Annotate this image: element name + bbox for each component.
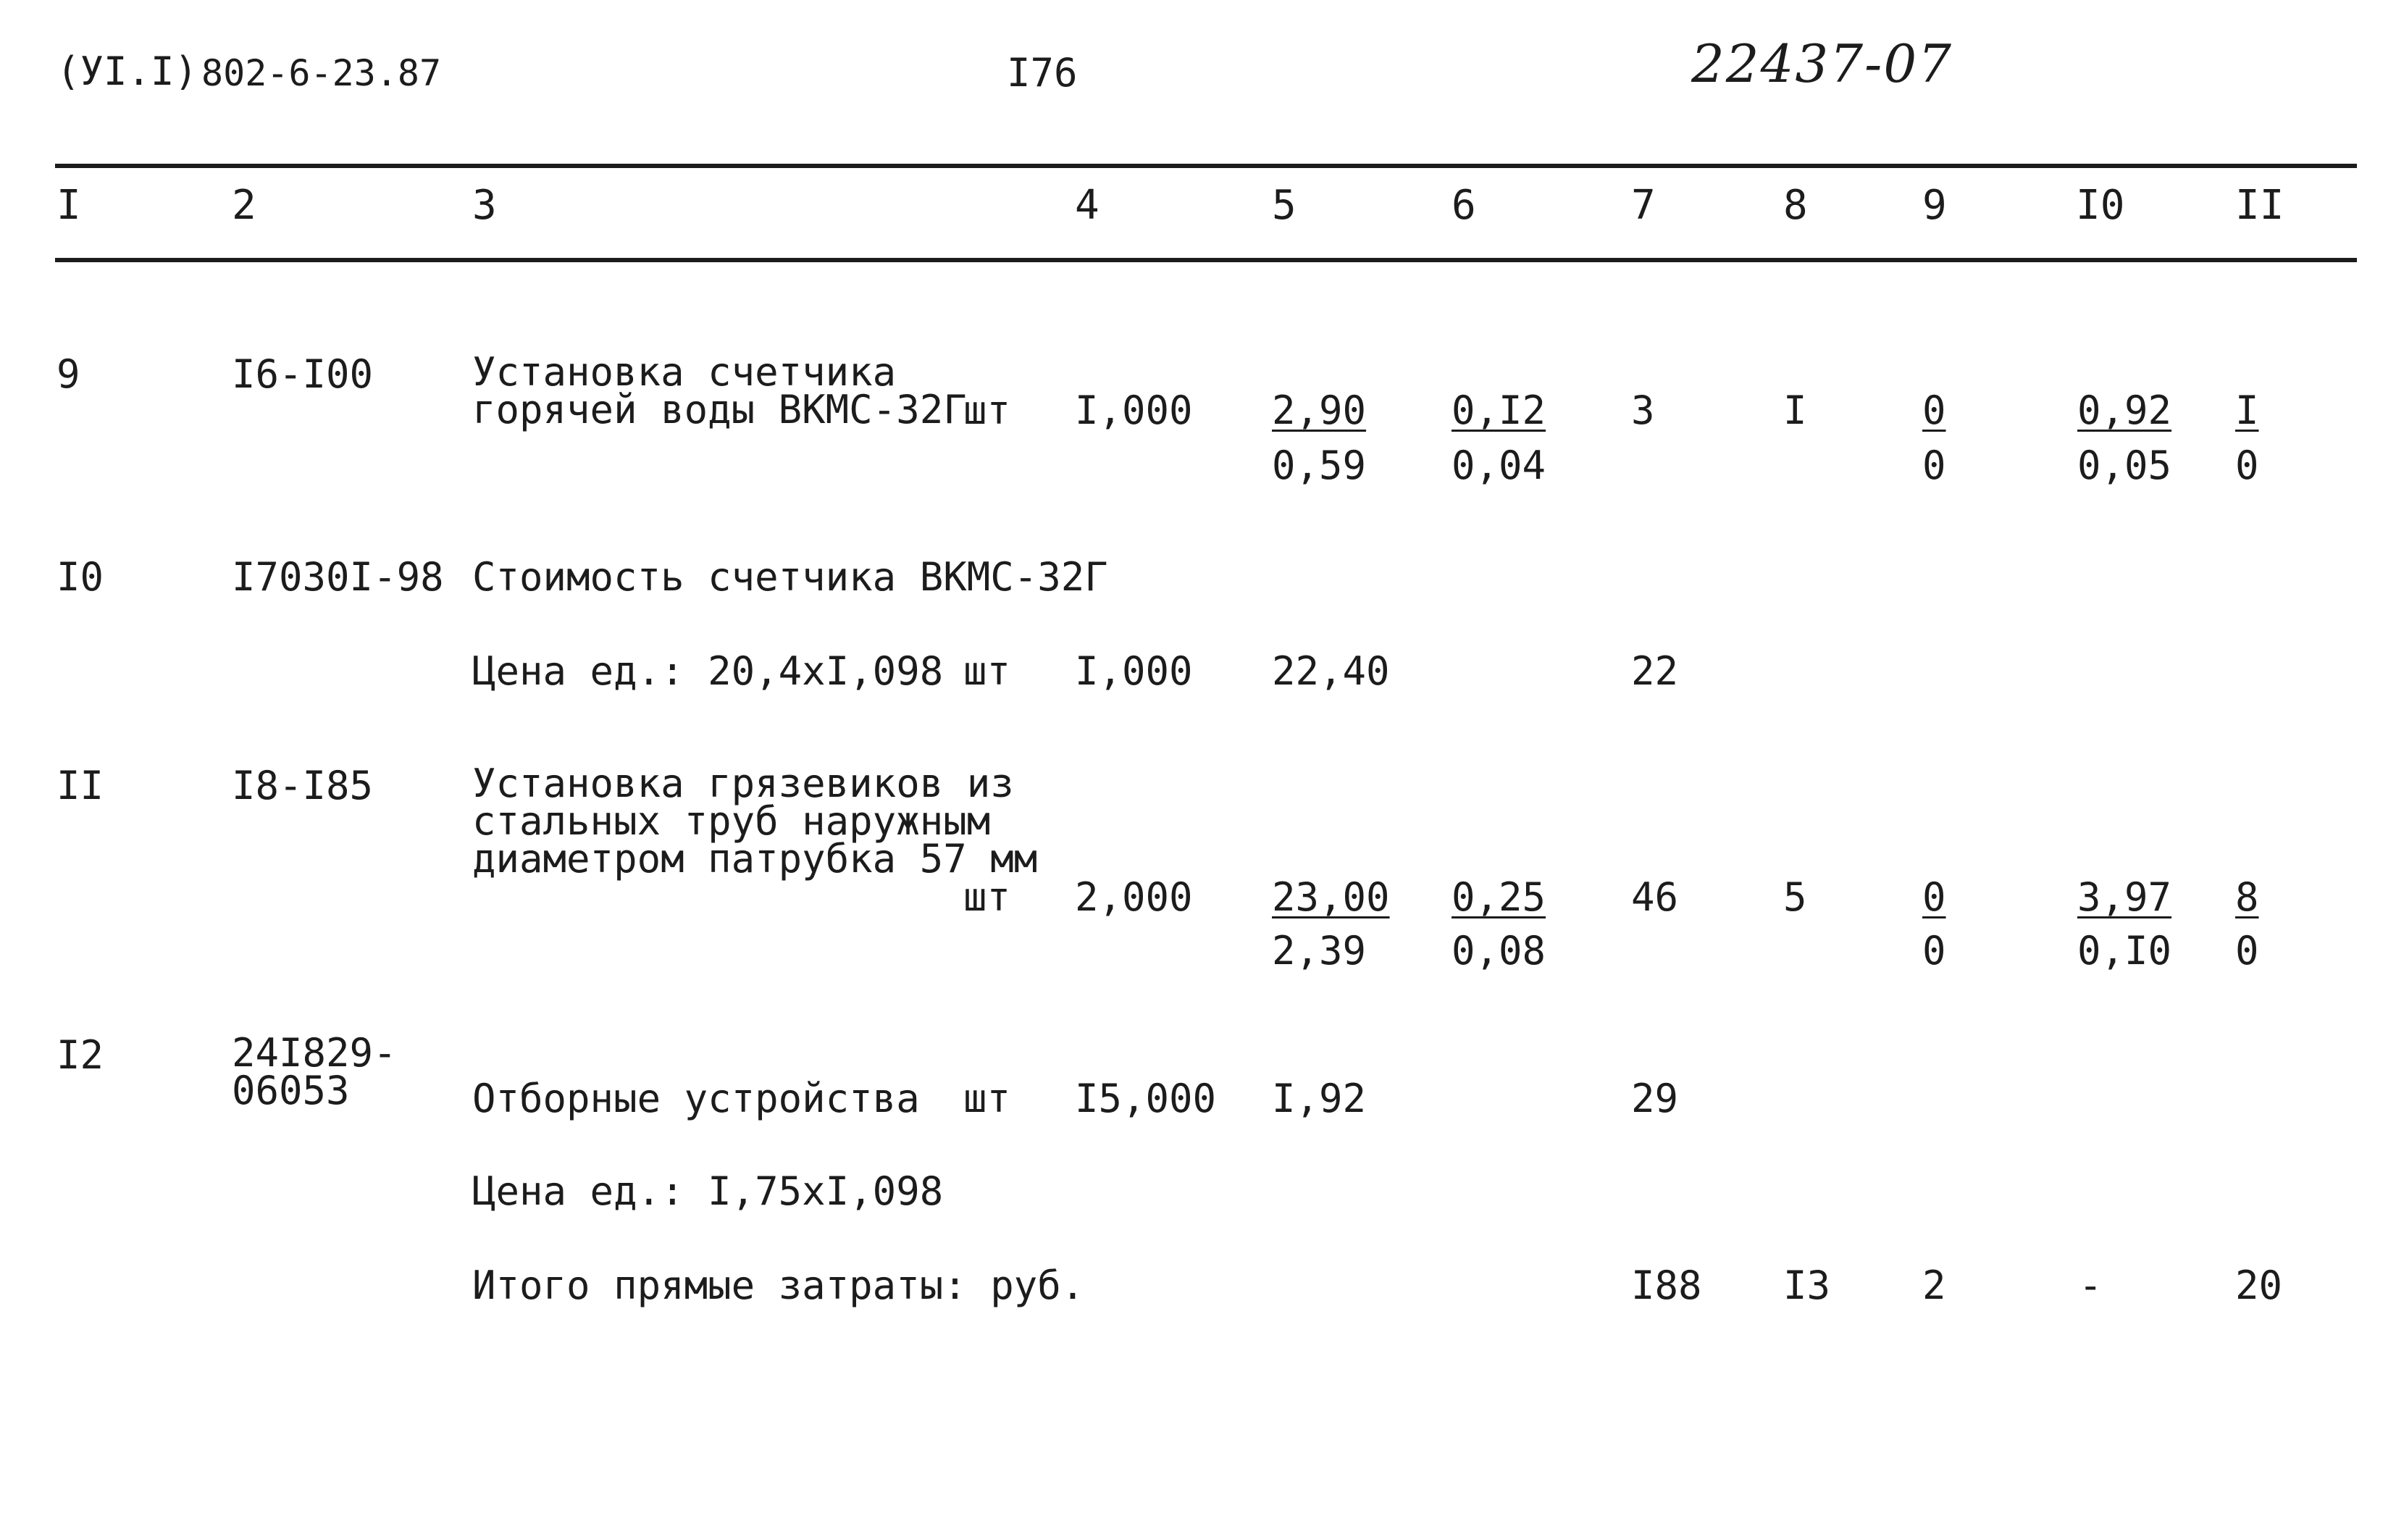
row-price-line: Цена ед.: I,75хI,098	[472, 1168, 944, 1214]
totals-cell-11: 20	[2235, 1263, 2283, 1308]
cell-6-top: 0,I2	[1452, 388, 1546, 433]
row-price-line: Цена ед.: 20,4хI,098	[472, 648, 944, 694]
row-unit: шт	[963, 388, 1011, 433]
cell-9-top: 0	[1922, 874, 1946, 920]
cell-7: 29	[1631, 1076, 1679, 1121]
cell-9-bottom: 0	[1922, 928, 1946, 974]
row-quantity: I5,000	[1075, 1076, 1217, 1121]
row-description: Стоимость счетчика ВКМС-32Г	[472, 554, 1108, 600]
totals-cell-7: I88	[1631, 1263, 1702, 1308]
row-quantity: I,000	[1075, 388, 1193, 433]
row-unit: шт	[963, 874, 1011, 920]
row-code: 24I829- 06053	[232, 1030, 397, 1113]
cell-9-top: 0	[1922, 388, 1946, 433]
cell-6-top: 0,25	[1452, 874, 1546, 920]
cell-5-top: 2,90	[1272, 388, 1367, 433]
column-header: 6	[1452, 182, 1476, 229]
row-quantity: 2,000	[1075, 874, 1193, 920]
totals-cell-10: -	[2079, 1263, 2103, 1308]
row-code: I8-I85	[232, 763, 374, 808]
row-code: I7030I-98	[232, 554, 444, 600]
cell-11-top: I	[2235, 388, 2259, 433]
column-header: I	[56, 182, 81, 229]
row-description: Отборные устройства	[472, 1076, 920, 1121]
cell-7: 46	[1631, 874, 1679, 920]
doc-number: 22437-07	[1691, 33, 1953, 94]
column-header: II	[2235, 182, 2284, 229]
cell-10-top: 3,97	[2077, 874, 2172, 920]
cell-5-bottom: 2,39	[1272, 928, 1367, 974]
row-number: I0	[56, 554, 104, 600]
cell-8: 5	[1783, 874, 1807, 920]
row-description: Установка грязевиков из стальных труб наружным диаметром патрубка 57 мм	[472, 761, 1038, 882]
page-number: I76	[1007, 50, 1078, 96]
doc-code-prefix: (УI.I)	[56, 49, 198, 94]
column-header: 2	[232, 182, 256, 229]
row-unit: шт	[963, 1076, 1011, 1121]
cell-5-bottom: 0,59	[1272, 443, 1367, 488]
row-unit: шт	[963, 648, 1011, 694]
row-number: I2	[56, 1032, 104, 1078]
cell-7: 22	[1631, 648, 1679, 694]
column-header: I0	[2076, 182, 2125, 229]
cell-11-top: 8	[2235, 874, 2259, 920]
cell-7: 3	[1631, 388, 1655, 433]
column-header: 3	[472, 182, 497, 229]
cell-10-bottom: 0,05	[2077, 443, 2172, 488]
totals-cell-8: I3	[1783, 1263, 1831, 1308]
cell-6-bottom: 0,08	[1452, 928, 1546, 974]
column-header: 5	[1272, 182, 1297, 229]
row-quantity: I,000	[1075, 648, 1193, 694]
row-description: Установка счетчика горячей воды ВКМС-32Г	[472, 349, 967, 432]
header-rule-top	[55, 164, 2357, 168]
row-number: II	[56, 763, 104, 808]
row-number: 9	[56, 351, 80, 397]
row-code: I6-I00	[232, 351, 374, 397]
cell-5: I,92	[1272, 1076, 1367, 1121]
cell-9-bottom: 0	[1922, 443, 1946, 488]
cell-11-bottom: 0	[2235, 443, 2259, 488]
header-rule-bottom	[55, 258, 2357, 262]
cell-11-bottom: 0	[2235, 928, 2259, 974]
cell-6-bottom: 0,04	[1452, 443, 1546, 488]
column-header: 9	[1922, 182, 1947, 229]
cell-5-top: 23,00	[1272, 874, 1390, 920]
column-header: 4	[1075, 182, 1099, 229]
cell-8: I	[1783, 388, 1807, 433]
cell-10-bottom: 0,I0	[2077, 928, 2172, 974]
cell-10-top: 0,92	[2077, 388, 2172, 433]
column-header: 7	[1631, 182, 1656, 229]
cell-5: 22,40	[1272, 648, 1390, 694]
totals-label: Итого прямые затраты: руб.	[472, 1263, 1085, 1308]
doc-code-handwritten: 802-6-23.87	[201, 52, 442, 94]
totals-cell-9: 2	[1922, 1263, 1946, 1308]
column-header: 8	[1783, 182, 1808, 229]
